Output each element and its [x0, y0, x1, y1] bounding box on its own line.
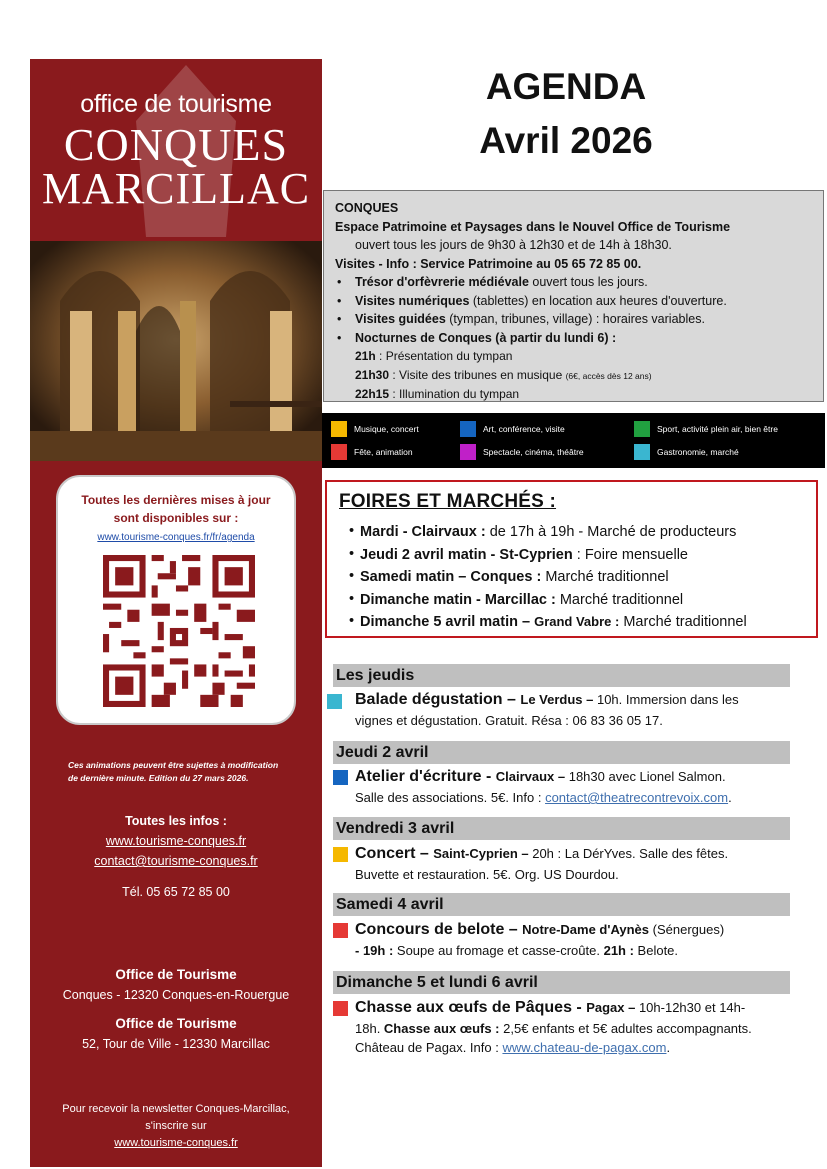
office-name: Office de Tourisme — [115, 1016, 237, 1031]
conques-heading: CONQUES — [335, 201, 399, 215]
qr-code-icon[interactable] — [103, 555, 255, 707]
page-title: AGENDA — [485, 66, 647, 107]
legend-item-fete: Fête, animation — [331, 444, 413, 460]
legend-swatch — [460, 444, 476, 460]
office-conques — [30, 965, 322, 1005]
logo-line-1: office de tourisme — [80, 90, 272, 118]
legend-item-art: Art, conférence, visite — [460, 421, 565, 437]
category-swatch — [333, 770, 348, 785]
agenda-link[interactable]: www.tourisme-conques.fr/fr/agenda — [97, 532, 255, 543]
office-name: Office de Tourisme — [115, 967, 237, 982]
contact-infos — [30, 811, 322, 871]
legend-swatch — [460, 421, 476, 437]
day-header: Dimanche 5 et lundi 6 avril — [333, 971, 790, 994]
list-item: • Jeudi 2 avril matin - St-Cyprien : Foire mensuelle — [339, 544, 816, 567]
category-swatch — [333, 847, 348, 862]
legend-item-sport: Sport, activité plein air, bien être — [634, 421, 778, 437]
logo-line-2: CONQUES — [63, 119, 289, 170]
event-details: - 19h : Soupe au fromage et casse-croûte. 21h : Belote. — [355, 943, 679, 958]
category-legend — [322, 413, 825, 468]
legend-swatch — [331, 444, 347, 460]
office-marcillac — [30, 1014, 322, 1054]
office-address: Conques - 12320 Conques-en-Rouergue — [62, 988, 290, 1002]
legend-item-gastronomie: Gastronomie, marché — [634, 444, 739, 460]
page-subtitle: Avril 2026 — [479, 120, 653, 161]
event-title: Balade dégustation – Le Verdus – 10h. Immersion dans les — [355, 691, 739, 708]
day-header: Vendredi 3 avril — [333, 817, 790, 840]
qr-box-text: Toutes les dernières mises à jour sont disponibles sur : — [81, 493, 271, 525]
email-link[interactable]: contact@tourisme-conques.fr — [94, 854, 258, 868]
event-title: Concert – Saint-Cyprien – 20h : La DérYves. Salle des fêtes. — [355, 845, 729, 862]
abbey-interior-photo — [30, 241, 322, 461]
nocturne-line: 21h : Présentation du tympan — [355, 349, 513, 363]
event-details: Château de Pagax. Info : www.chateau-de-pagax.com. — [355, 1040, 671, 1055]
day-header: Jeudi 2 avril — [333, 741, 790, 764]
legend-swatch — [331, 421, 347, 437]
event-title: Concours de belote – Notre-Dame d'Aynès (Sénergues) — [355, 921, 725, 938]
list-item: • Mardi - Clairvaux : de 17h à 19h - Marché de producteurs — [339, 521, 816, 544]
legend-swatch — [634, 444, 650, 460]
event-details: vignes et dégustation. Gratuit. Résa : 06 83 36 05 17. — [355, 713, 663, 728]
event-details: 18h. Chasse aux œufs : 2,5€ enfants et 5€ adultes accompagnants. — [355, 1021, 752, 1036]
foires-heading: FOIRES ET MARCHÉS : — [339, 491, 557, 512]
category-swatch — [333, 1001, 348, 1016]
infos-heading: Toutes les infos : — [125, 814, 227, 828]
event-title: Chasse aux œufs de Pâques - Pagax – 10h-12h30 et 14h- — [355, 999, 746, 1016]
newsletter-info — [30, 1101, 322, 1152]
list-item: • Nocturnes de Conques (à partir du lundi 6) : — [335, 329, 813, 348]
conques-list — [335, 273, 813, 347]
list-item: • Dimanche 5 avril matin – Grand Vabre : Marché traditionnel — [339, 611, 816, 634]
logo-line-3: MARCILLAC — [41, 164, 311, 213]
legend-item-music: Musique, concert — [331, 421, 419, 437]
office-logo — [30, 59, 322, 241]
category-swatch — [327, 694, 342, 709]
nocturne-line: 22h15 : Illumination du tympan — [355, 387, 520, 401]
espace-title: Espace Patrimoine et Paysages dans le Nouvel Office de Tourisme — [335, 219, 731, 234]
conques-info-box — [323, 190, 824, 402]
nocturne-line: 21h30 : Visite des tribunes en musique (6€, accès dès 12 ans) — [355, 368, 652, 382]
event-title: Atelier d'écriture - Clairvaux – 18h30 avec Lionel Salmon. — [355, 768, 726, 785]
visites-info: Visites - Info : Service Patrimoine au 05 65 72 85 00. — [335, 256, 642, 271]
phone-number: Tél. 05 65 72 85 00 — [122, 885, 230, 899]
office-address: 52, Tour de Ville - 12330 Marcillac — [82, 1037, 270, 1051]
list-item: • Visites numériques (tablettes) en location aux heures d'ouverture. — [335, 292, 813, 311]
espace-hours: ouvert tous les jours de 9h30 à 12h30 et de 14h à 18h30. — [355, 238, 672, 252]
list-item: • Samedi matin – Conques : Marché traditionnel — [339, 566, 816, 589]
newsletter-link[interactable]: www.tourisme-conques.fr — [114, 1137, 238, 1149]
event-details: Buvette et restauration. 5€. Org. US Dourdou. — [355, 867, 619, 882]
category-swatch — [333, 923, 348, 938]
sidebar — [30, 59, 322, 1167]
day-header: Les jeudis — [333, 664, 790, 687]
qr-update-box — [56, 475, 296, 725]
event-details: Salle des associations. 5€. Info : contact@theatrecontrevoix.com. — [355, 790, 732, 805]
foires-marches-box — [325, 480, 818, 638]
list-item: • Dimanche matin - Marcillac : Marché traditionnel — [339, 589, 816, 612]
email-link[interactable]: contact@theatrecontrevoix.com — [545, 790, 729, 805]
legend-item-spectacle: Spectacle, cinéma, théâtre — [460, 444, 584, 460]
foires-list — [339, 521, 816, 634]
list-item: • Trésor d'orfèvrerie médiévale ouvert tous les jours. — [335, 273, 813, 292]
day-header: Samedi 4 avril — [333, 893, 790, 916]
list-item: • Visites guidées (tympan, tribunes, village) : horaires variables. — [335, 310, 813, 329]
website-link[interactable]: www.chateau-de-pagax.com — [502, 1040, 667, 1055]
edition-note: Ces animations peuvent être sujettes à modification de dernière minute. Edition du 27 mars 2026. — [68, 760, 279, 783]
website-link[interactable]: www.tourisme-conques.fr — [105, 834, 247, 848]
legend-swatch — [634, 421, 650, 437]
newsletter-text: Pour recevoir la newsletter Conques-Marcillac, s'inscrire sur — [62, 1103, 290, 1132]
